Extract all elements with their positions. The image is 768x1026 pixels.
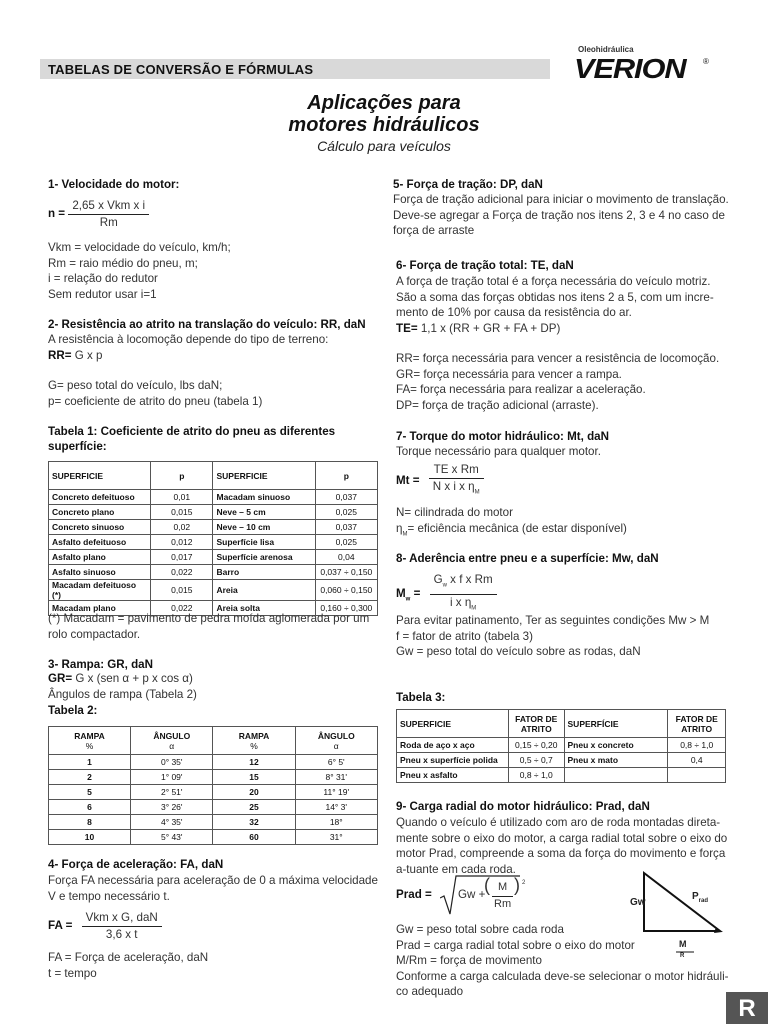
table-cell bbox=[564, 768, 668, 783]
table-cell: 25 bbox=[213, 800, 295, 815]
table-3-caption: Tabela 3: bbox=[396, 691, 446, 704]
table-cell: 31° bbox=[295, 830, 377, 845]
table-cell: 2° 51' bbox=[131, 785, 213, 800]
table-row bbox=[49, 550, 378, 565]
table-cell: 14° 3' bbox=[295, 800, 377, 815]
prad-subscript: rad bbox=[698, 898, 709, 904]
definition-line: Conforme a carga calculada deve-se selecionar o motor hidráuli- bbox=[396, 969, 729, 983]
note-line: rolo compactador. bbox=[48, 627, 141, 641]
table-header-row bbox=[49, 727, 378, 755]
table-header-cell: p bbox=[151, 462, 213, 490]
lhs-text: M bbox=[396, 587, 406, 601]
section-3-text bbox=[48, 671, 197, 702]
formula-te-label: TE= bbox=[396, 321, 418, 335]
section-4-text bbox=[48, 873, 378, 904]
table-cell: Concreto plano bbox=[49, 505, 151, 520]
table-cell: Neve – 5 cm bbox=[213, 505, 315, 520]
table-row bbox=[49, 520, 378, 535]
right-paren: ) bbox=[514, 875, 520, 895]
formula-n-lhs: n = bbox=[48, 207, 66, 221]
formula-mw-fraction bbox=[430, 572, 497, 617]
section-9-definitions bbox=[396, 922, 729, 1000]
table-row bbox=[49, 755, 378, 770]
definition-line: Vkm = velocidade do veículo, km/h; bbox=[48, 241, 231, 254]
table-cell: 8° 31' bbox=[295, 770, 377, 785]
text-line: Força de tração adicional para iniciar o movimento de translação. bbox=[393, 193, 729, 206]
table-cell: Areia bbox=[213, 580, 315, 601]
table-cell: Superfície arenosa bbox=[213, 550, 315, 565]
definition-line: Rm = raio médio do pneu, m; bbox=[48, 256, 198, 270]
definition-line: Gw = peso total sobre cada roda bbox=[396, 923, 564, 936]
page-section-tab: R bbox=[726, 992, 768, 1024]
table-cell: 0,02 bbox=[151, 520, 213, 535]
definition-line: FA= força necessária para realizar a aceleração. bbox=[396, 383, 646, 396]
table-header-cell bbox=[49, 727, 131, 755]
definition-line: Gw = peso total do veículo sobre as rodas, daN bbox=[396, 645, 641, 658]
table-row bbox=[49, 535, 378, 550]
table-row bbox=[49, 565, 378, 580]
table-row bbox=[397, 753, 726, 768]
table-cell: Pneu x asfalto bbox=[397, 768, 509, 783]
formula-te bbox=[396, 321, 714, 337]
formula-gr-label: GR= bbox=[48, 672, 73, 685]
denominator-text: i x η bbox=[450, 595, 472, 609]
formula-mw bbox=[396, 572, 497, 617]
text-line: força de arraste bbox=[393, 224, 475, 237]
lhs-equals: = bbox=[410, 587, 421, 601]
formula-prad-fraction bbox=[492, 880, 513, 912]
text-line: Quando o veículo é utilizado com aro de roda montadas direta- bbox=[396, 816, 721, 829]
section-5-text bbox=[393, 192, 729, 239]
definition-line: i = relação do redutor bbox=[48, 272, 158, 285]
definition-line: M/Rm = força de movimento bbox=[396, 954, 542, 967]
table-header-cell: SUPERFICIE bbox=[49, 462, 151, 490]
table-1-caption-1: Tabela 1: Coeficiente de atrito do pneu as diferentes bbox=[48, 425, 336, 438]
formula-gr bbox=[48, 671, 197, 687]
table-row bbox=[49, 490, 378, 505]
section-5-heading: 5- Força de tração: DP, daN bbox=[393, 178, 543, 191]
definition-line: N= cilindrada do motor bbox=[396, 506, 513, 519]
table-cell: 0,5 ÷ 0,7 bbox=[509, 753, 565, 768]
table-cell: 5° 43' bbox=[131, 830, 213, 845]
formula-prad-lhs: Prad = bbox=[396, 888, 432, 901]
table-cell: 0,025 bbox=[315, 505, 377, 520]
formula-te-text: 1,1 x (RR + GR + FA + DP) bbox=[417, 321, 561, 335]
section-2-heading: 2- Resistência ao atrito na translação do veículo: RR, daN bbox=[48, 318, 366, 331]
header-text: ÂNGULO bbox=[317, 730, 355, 741]
table-cell: Macadam defeituoso (*) bbox=[49, 580, 151, 601]
table-header-cell: FATOR DE ATRITO bbox=[509, 710, 565, 738]
section-6-text bbox=[396, 274, 714, 336]
table-3 bbox=[396, 709, 726, 783]
table-2 bbox=[48, 726, 378, 845]
text-line: mento de 10% por causa da resistência do ar. bbox=[396, 306, 632, 319]
table-cell: Asfalto sinuoso bbox=[49, 565, 151, 580]
text-line: p= coeficiente de atrito do pneu (tabela 1) bbox=[48, 394, 263, 408]
table-row bbox=[49, 785, 378, 800]
formula-fa-numerator: Vkm x G, daN bbox=[82, 910, 162, 927]
table-cell: 0,022 bbox=[151, 601, 213, 616]
table-cell: Barro bbox=[213, 565, 315, 580]
table-row bbox=[397, 738, 726, 753]
formula-n-numerator: 2,65 x Vkm x i bbox=[68, 198, 149, 215]
section-8-heading: 8- Aderência entre pneu e a superfície: Mw, daN bbox=[396, 552, 659, 565]
formula-n-denominator: Rm bbox=[99, 215, 118, 229]
formula-rr-label: RR= bbox=[48, 348, 72, 362]
table-header-cell bbox=[213, 727, 295, 755]
table-cell: 0,037 bbox=[315, 520, 377, 535]
section-3-heading: 3- Rampa: GR, daN bbox=[48, 658, 154, 671]
brand-subtitle: Oleohidráulica bbox=[578, 45, 634, 54]
diagram-r-label: R bbox=[680, 953, 685, 959]
definition-line: Sem redutor usar i=1 bbox=[48, 287, 157, 301]
header-unit: α bbox=[333, 740, 339, 751]
table-row bbox=[397, 768, 726, 783]
table-cell: 0,012 bbox=[151, 535, 213, 550]
definition-line: FA = Força de aceleração, daN bbox=[48, 951, 209, 964]
table-cell: Macadam plano bbox=[49, 601, 151, 616]
table-row bbox=[49, 800, 378, 815]
diagram-prad-label bbox=[692, 891, 708, 904]
page-title-line-1: Aplicações para bbox=[307, 92, 461, 114]
table-header-cell bbox=[131, 727, 213, 755]
text-line: São a soma das forças obtidas nos itens 2 a 5, com um incre- bbox=[396, 290, 714, 304]
table-cell: 0,8 ÷ 1,0 bbox=[668, 738, 726, 753]
table-header-cell: SUPERFICIE bbox=[397, 710, 509, 738]
formula-mt-numerator: TE x Rm bbox=[429, 462, 484, 479]
table-cell: Superfície lisa bbox=[213, 535, 315, 550]
formula-rr-text: G x p bbox=[71, 348, 103, 362]
formula-prad-numerator: M bbox=[492, 880, 513, 897]
table-cell: 8 bbox=[49, 815, 131, 830]
numerator-subscript: w bbox=[442, 582, 447, 589]
table-cell: Neve – 10 cm bbox=[213, 520, 315, 535]
table-cell: 10 bbox=[49, 830, 131, 845]
numerator-text: x f x Rm bbox=[446, 573, 493, 586]
table-cell bbox=[668, 768, 726, 783]
section-7-text: Torque necessário para qualquer motor. bbox=[396, 445, 601, 458]
table-1-note bbox=[48, 611, 369, 642]
table-cell: 11° 19' bbox=[295, 785, 377, 800]
denominator-text: N x i x η bbox=[432, 479, 475, 493]
text-line: motor Prad, compreende a soma da força do movimento e força bbox=[396, 847, 726, 860]
section-8-definitions bbox=[396, 613, 709, 660]
section-9-heading: 9- Carga radial do motor hidráulico: Prad, daN bbox=[396, 800, 650, 813]
definition-line: co adequado bbox=[396, 985, 464, 998]
table-cell: 0,4 bbox=[668, 753, 726, 768]
text-line: V e tempo necessário t. bbox=[48, 889, 170, 903]
table-cell: 5 bbox=[49, 785, 131, 800]
table-cell: 6 bbox=[49, 800, 131, 815]
table-header-row bbox=[397, 710, 726, 738]
header-text: RAMPA bbox=[74, 730, 105, 741]
table-cell: Concreto defeituoso bbox=[49, 490, 151, 505]
formula-mt-lhs: Mt = bbox=[396, 474, 420, 488]
table-cell: 0,037 bbox=[315, 490, 377, 505]
section-6-heading: 6- Força de tração total: TE, daN bbox=[396, 259, 574, 272]
table-cell: Macadam sinuoso bbox=[213, 490, 315, 505]
table-1 bbox=[48, 461, 378, 616]
text-line: A força de tração total é a força necessária do veículo motriz. bbox=[396, 275, 711, 288]
table-1-caption-2: superfície: bbox=[48, 440, 107, 453]
prad-text: P bbox=[692, 891, 699, 902]
table-cell: 4° 35' bbox=[131, 815, 213, 830]
table-cell: Pneu x mato bbox=[564, 753, 668, 768]
table-cell: 0,015 bbox=[151, 580, 213, 601]
table-cell: 0,8 ÷ 1,0 bbox=[509, 768, 565, 783]
definition-line: RR= força necessária para vencer a resistência de locomoção. bbox=[396, 352, 720, 365]
formula-rr bbox=[48, 348, 328, 364]
denominator-subscript: M bbox=[474, 488, 480, 495]
table-header-cell: SUPERFÍCIE bbox=[564, 710, 668, 738]
eta-subscript: M bbox=[402, 530, 408, 537]
definition-line: Para evitar patinamento, Ter as seguintes condições Mw > M bbox=[396, 614, 710, 627]
definition-line: f = fator de atrito (tabela 3) bbox=[396, 629, 533, 643]
section-2-text bbox=[48, 332, 328, 409]
formula-fa bbox=[48, 910, 162, 942]
section-1-definitions bbox=[48, 240, 231, 302]
section-4-heading: 4- Força de aceleração: FA, daN bbox=[48, 858, 224, 871]
section-4-definitions bbox=[48, 950, 208, 981]
brand-logo: VERION bbox=[574, 53, 686, 84]
table-cell: Asfalto plano bbox=[49, 550, 151, 565]
table-header-cell: SUPERFICIE bbox=[213, 462, 315, 490]
diagram-m-label: M bbox=[679, 939, 687, 949]
formula-mw-lhs bbox=[396, 587, 421, 603]
table-cell: 0,025 bbox=[315, 535, 377, 550]
table-cell: 12 bbox=[213, 755, 295, 770]
formula-mw-numerator bbox=[430, 572, 497, 595]
text-line: A resistência à locomoção depende do tipo de terreno: bbox=[48, 333, 329, 346]
table-cell: 0,015 bbox=[151, 505, 213, 520]
table-header-cell: FATOR DE ATRITO bbox=[668, 710, 726, 738]
diagram-gw-label: Gw bbox=[630, 897, 646, 908]
table-cell: 0,04 bbox=[315, 550, 377, 565]
numerator-text: G bbox=[433, 573, 443, 586]
denominator-subscript: M bbox=[471, 605, 477, 612]
section-7-definitions bbox=[396, 505, 627, 542]
note-line: (*) Macadam = pavimento de pedra moída aglomerada por um bbox=[48, 612, 370, 625]
section-7-heading: 7- Torque do motor hidráulico: Mt, daN bbox=[396, 430, 609, 443]
text-line: Ângulos de rampa (Tabela 2) bbox=[48, 687, 197, 701]
table-cell: 0,160 ÷ 0,300 bbox=[315, 601, 377, 616]
formula-n-fraction bbox=[68, 198, 149, 230]
formula-prad-gw: Gw + bbox=[458, 888, 486, 901]
table-cell: 6° 5' bbox=[295, 755, 377, 770]
text-line: G= peso total do veículo, lbs daN; bbox=[48, 379, 223, 392]
table-cell: 1 bbox=[49, 755, 131, 770]
table-cell: 20 bbox=[213, 785, 295, 800]
table-cell: Areia solta bbox=[213, 601, 315, 616]
formula-mt-denominator bbox=[429, 479, 484, 501]
formula-fa-lhs: FA = bbox=[48, 919, 73, 933]
formula-fa-fraction bbox=[82, 910, 162, 942]
definition-line: GR= força necessária para vencer a rampa. bbox=[396, 367, 622, 381]
page-subtitle: Cálculo para veículos bbox=[317, 138, 451, 154]
header-title: TABELAS DE CONVERSÃO E FÓRMULAS bbox=[48, 62, 314, 77]
header-unit: α bbox=[169, 740, 175, 751]
table-cell: 18° bbox=[295, 815, 377, 830]
table-row bbox=[49, 830, 378, 845]
text-line: a-tuante em cada roda. bbox=[396, 862, 516, 876]
table-cell: 0,15 ÷ 0,20 bbox=[509, 738, 565, 753]
table-header-row bbox=[49, 462, 378, 490]
formula-fa-denominator: 3,6 x t bbox=[105, 927, 138, 941]
table-cell: 0,01 bbox=[151, 490, 213, 505]
table-cell: Asfalto defeituoso bbox=[49, 535, 151, 550]
left-paren: ( bbox=[484, 875, 490, 895]
definition-text: = eficiência mecânica (de estar disponível) bbox=[407, 521, 627, 535]
page-title-line-2: motores hidráulicos bbox=[288, 114, 480, 136]
table-header-cell: p bbox=[315, 462, 377, 490]
table-row bbox=[49, 580, 378, 601]
table-cell: 3° 26' bbox=[131, 800, 213, 815]
definition-line: DP= força de tração adicional (arraste). bbox=[396, 398, 599, 412]
formula-mt bbox=[396, 462, 484, 500]
brand-registered-mark: ® bbox=[703, 57, 709, 66]
table-cell: 2 bbox=[49, 770, 131, 785]
table-cell: 0,017 bbox=[151, 550, 213, 565]
eta-symbol: η bbox=[396, 521, 403, 535]
table-row bbox=[49, 815, 378, 830]
section-6-definitions bbox=[396, 351, 719, 413]
formula-n bbox=[48, 198, 149, 230]
table-cell: 15 bbox=[213, 770, 295, 785]
table-cell: 1° 09' bbox=[131, 770, 213, 785]
text-line: mente sobre o eixo do motor, a carga radial total sobre o eixo do bbox=[396, 831, 728, 845]
text-line: Deve-se agregar a Força de tração nos itens 2, 3 e 4 no caso de bbox=[393, 208, 725, 222]
header-text: ÂNGULO bbox=[153, 730, 191, 741]
table-row bbox=[49, 770, 378, 785]
header-unit: % bbox=[250, 740, 258, 751]
table-cell: 0° 35' bbox=[131, 755, 213, 770]
formula-mt-fraction bbox=[429, 462, 484, 500]
table-cell: 0,037 ÷ 0,150 bbox=[315, 565, 377, 580]
lhs-subscript: w bbox=[405, 596, 411, 603]
header-text: RAMPA bbox=[238, 730, 270, 741]
table-cell: 0,060 ÷ 0,150 bbox=[315, 580, 377, 601]
table-header-cell bbox=[295, 727, 377, 755]
table-cell: 60 bbox=[213, 830, 295, 845]
definition-line: Prad = carga radial total sobre o eixo do motor bbox=[396, 938, 635, 952]
definition-line bbox=[396, 521, 627, 543]
table-cell: Roda de aço x aço bbox=[397, 738, 509, 753]
table-row bbox=[49, 505, 378, 520]
text-line: Força FA necessária para aceleração de 0 a máxima velocidade bbox=[48, 874, 378, 887]
table-cell: 32 bbox=[213, 815, 295, 830]
table-2-caption: Tabela 2: bbox=[48, 704, 98, 717]
header-unit: % bbox=[85, 740, 94, 751]
table-cell: Pneu x concreto bbox=[564, 738, 668, 753]
table-cell: Pneu x superfície polida bbox=[397, 753, 509, 768]
formula-gr-text: G x (sen α + p x cos α) bbox=[72, 672, 193, 685]
formula-prad-exponent: 2 bbox=[522, 880, 526, 886]
section-1-heading: 1- Velocidade do motor: bbox=[48, 178, 180, 191]
table-cell: Concreto sinuoso bbox=[49, 520, 151, 535]
table-cell: 0,022 bbox=[151, 565, 213, 580]
definition-line: t = tempo bbox=[48, 966, 97, 980]
formula-prad-denominator: Rm bbox=[494, 897, 512, 910]
